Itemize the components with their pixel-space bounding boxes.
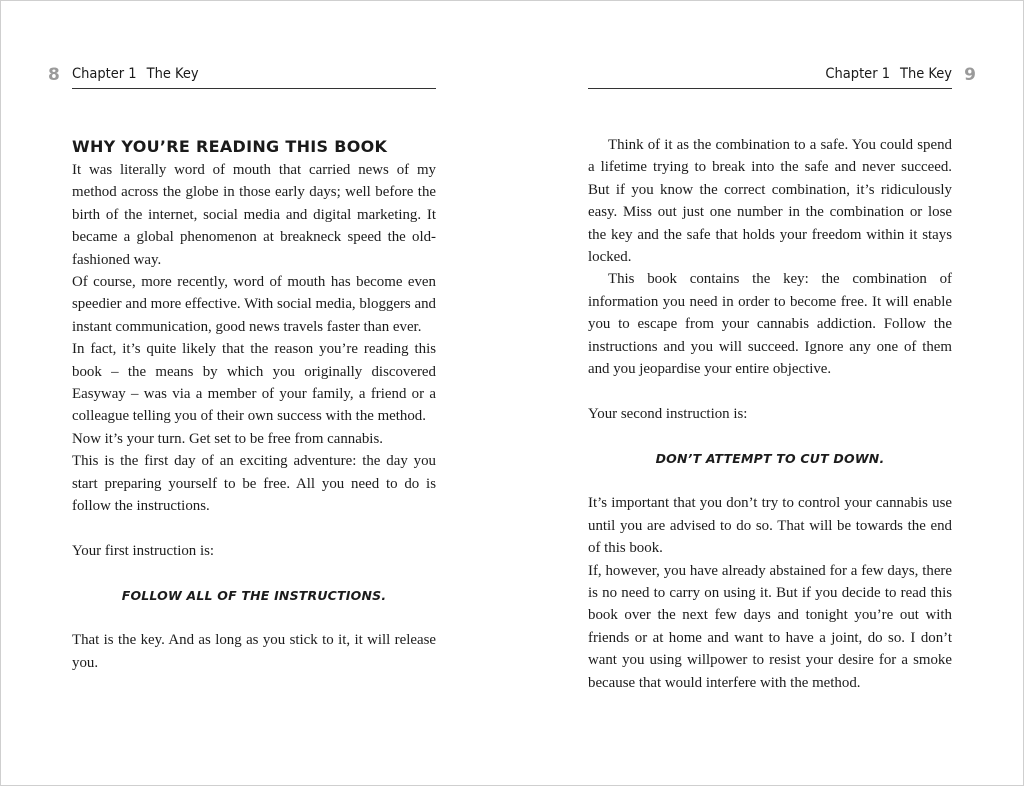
left-header-chapter: Chapter 1 <box>72 66 137 82</box>
spacer <box>72 607 436 629</box>
paragraph: Now it’s your turn. Get set to be free from cannabis. <box>72 430 383 447</box>
paragraph: Think of it as the combination to a safe. You could spend a lifetime trying to break into the safe and never succeed. But if you know the correct combination, it’s ridiculously easy. Miss out just one number in the combination or lose the key and the safe that holds your freedom within it stays locked. <box>588 137 952 266</box>
left-page-number: 8 <box>48 65 60 85</box>
section-heading: WHY YOU’RE READING THIS BOOK <box>72 137 388 156</box>
right-running-header <box>588 65 976 89</box>
spacer <box>588 380 952 402</box>
paragraph: If, however, you have already abstained for a few days, there is no need to carry on using it. But if you decide to read this book over the next few days and tonight you’re out with friends or at home and want to have a joint, do so. I don’t want you using willpower to resist your desire for a smoke because that would interfere with the method. <box>588 562 952 691</box>
spacer <box>588 425 952 447</box>
right-header-text <box>825 66 952 82</box>
right-page-number: 9 <box>964 65 976 85</box>
left-running-header <box>48 65 436 89</box>
paragraph: It’s important that you don’t try to control your cannabis use until you are advised to do so. That will be towards the end of this book. <box>588 495 952 557</box>
right-body <box>588 134 952 694</box>
right-page <box>588 0 976 786</box>
right-header-chapter: Chapter 1 <box>825 66 891 82</box>
spacer <box>72 518 436 540</box>
paragraph: That is the key. And as long as you stick to it, it will release you. <box>72 632 436 671</box>
paragraph: This is the first day of an exciting adventure: the day you start preparing yourself to be free. All you need to do is follow the instructions. <box>72 453 436 515</box>
paragraph: In fact, it’s quite likely that the reason you’re reading this book – the means by which you originally discovered Easyway – was via a member of your family, a friend or a colleague telling you of their own success with the method. <box>72 341 436 425</box>
first-instruction: FOLLOW ALL OF THE INSTRUCTIONS. <box>121 587 387 603</box>
paragraph: Of course, more recently, word of mouth has become even speedier and more effective. With social media, bloggers and instant communication, good news travels faster than ever. <box>72 274 436 335</box>
left-header-title: The Key <box>146 66 199 82</box>
paragraph: Your first instruction is: <box>72 542 215 559</box>
left-page <box>48 0 436 786</box>
spacer <box>588 470 952 492</box>
paragraph: Your second instruction is: <box>588 405 748 422</box>
paragraph: It was literally word of mouth that carried news of my method across the globe in those early days; well before the birth of the internet, social media and digital marketing. It became a global phenomenon at breakneck speed the old-fashioned way. <box>72 162 436 268</box>
left-body <box>72 136 436 674</box>
right-header-title: The Key <box>900 66 952 82</box>
left-header-text <box>72 66 199 82</box>
paragraph: This book contains the key: the combination of information you need in order to become free. It will enable you to escape from your cannabis addiction. Follow the instructions and you will succeed. Ignore any one of them and you jeopardise your entire objective. <box>588 271 952 378</box>
second-instruction: DON’T ATTEMPT TO CUT DOWN. <box>655 450 885 466</box>
spacer <box>72 562 436 584</box>
